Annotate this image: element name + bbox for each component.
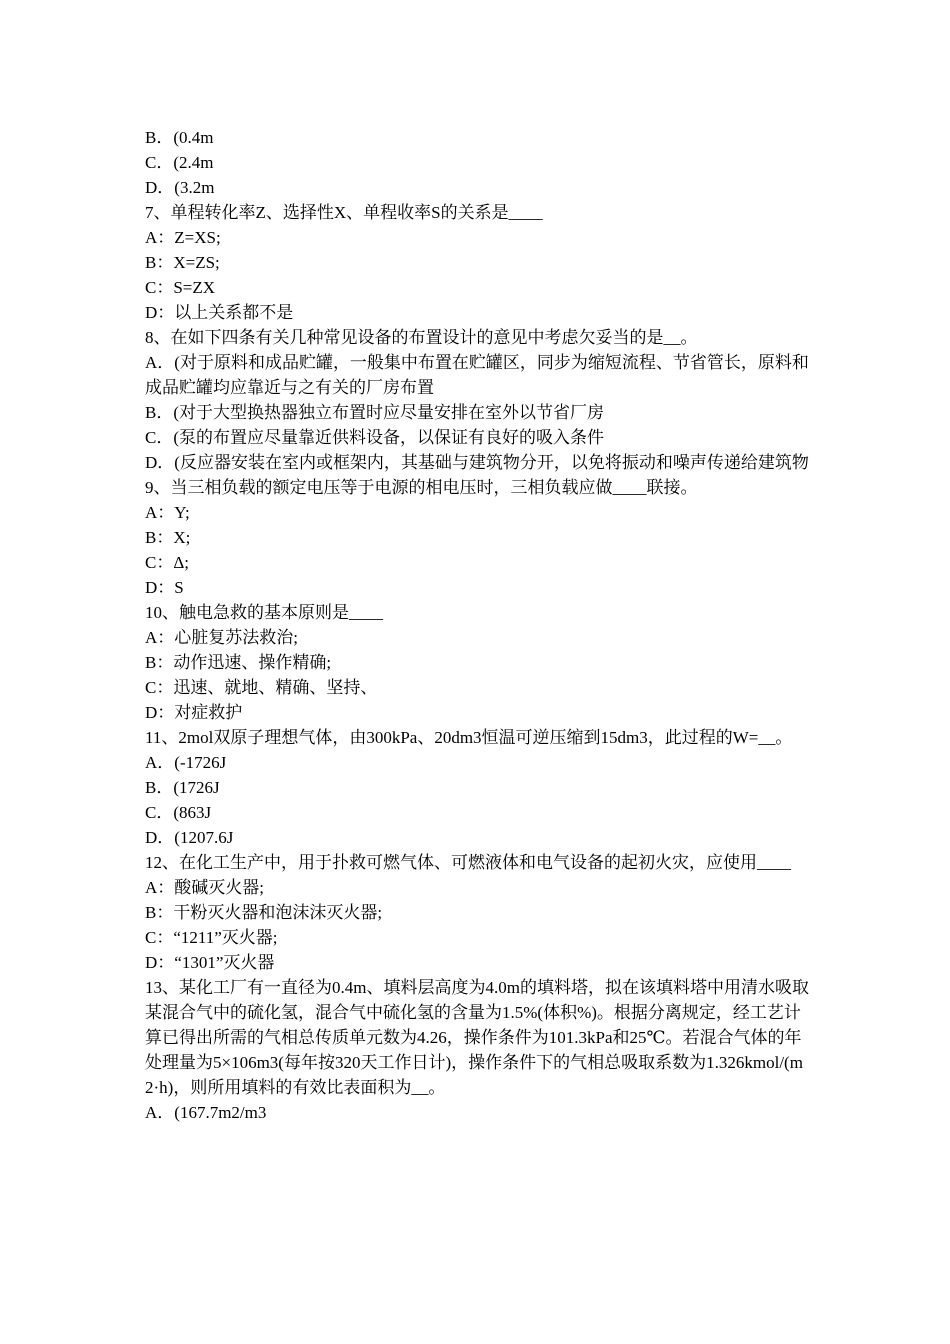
- question-12: 12、在化工生产中，用于扑救可燃气体、可燃液体和电气设备的起初火灾，应使用____: [145, 853, 791, 872]
- option-line: B．(1726J: [145, 778, 220, 797]
- option-line: C．(泵的布置应尽量靠近供料设备，以保证有良好的吸入条件: [145, 428, 604, 447]
- option-line: D：以上关系都不是: [145, 303, 294, 322]
- option-line: B．(对于大型换热器独立布置时应尽量安排在室外以节省厂房: [145, 403, 604, 422]
- option-line: D：S: [145, 578, 184, 597]
- option-line: A．(-1726J: [145, 753, 227, 772]
- option-line: A．(对于原料和成品贮罐，一般集中布置在贮罐区，同步为缩短流程、节省管长，原料和成品贮罐均应靠近与之有关的厂房布置: [145, 353, 809, 397]
- option-line: C．(2.4m: [145, 153, 214, 172]
- option-line: A：酸碱灭火器;: [145, 878, 264, 897]
- option-line: B：动作迅速、操作精确;: [145, 653, 332, 672]
- option-line: A：心脏复苏法救治;: [145, 628, 298, 647]
- option-line: B：X;: [145, 528, 191, 547]
- option-line: D．(3.2m: [145, 178, 215, 197]
- question-7: 7、单程转化率Z、选择性X、单程收率S的关系是____: [145, 203, 543, 222]
- question-13: 13、某化工厂有一直径为0.4m、填料层高度为4.0m的填料塔，拟在该填料塔中用清水吸取某混合气中的硫化氢，混合气中硫化氢的含量为1.5%(体积%)。根据分离规定，经工艺计算已得出所需的气相总传质单元数为4.26，操作条件为101.3kPa和25℃。若混合气体的年处理量为5×106m3(每年按320天工作日计)，操作条件下的气相总吸取系数为1.326kmol/(m2·h)，则所用填料的有效比表面积为__。: [145, 978, 809, 1097]
- option-line: C：S=ZX: [145, 278, 216, 297]
- option-line: D．(反应器安装在室内或框架内，其基础与建筑物分开，以免将振动和噪声传递给建筑物: [145, 453, 809, 472]
- option-line: A：Z=XS;: [145, 228, 221, 247]
- option-line: A．(167.7m2/m3: [145, 1103, 267, 1122]
- option-line: D．(1207.6J: [145, 828, 234, 847]
- question-9: 9、当三相负载的额定电压等于电源的相电压时，三相负载应做____联接。: [145, 478, 698, 497]
- option-line: D：对症救护: [145, 703, 243, 722]
- question-10: 10、触电急救的基本原则是____: [145, 603, 383, 622]
- option-line: B：X=ZS;: [145, 253, 220, 272]
- option-line: D：“1301”灭火器: [145, 953, 275, 972]
- option-line: B．(0.4m: [145, 128, 214, 147]
- question-8: 8、在如下四条有关几种常见设备的布置设计的意见中考虑欠妥当的是__。: [145, 328, 698, 347]
- option-line: A：Y;: [145, 503, 190, 522]
- option-line: B：干粉灭火器和泡沫沫灭火器;: [145, 903, 383, 922]
- document-body: [145, 125, 810, 1125]
- question-11: 11、2mol双原子理想气体，由300kPa、20dm3恒温可逆压缩到15dm3，此过程的W=__。: [145, 728, 793, 747]
- option-line: C：“1211”灭火器;: [145, 928, 278, 947]
- option-line: C：Δ;: [145, 553, 189, 572]
- option-line: C：迅速、就地、精确、坚持、: [145, 678, 378, 697]
- option-line: C．(863J: [145, 803, 212, 822]
